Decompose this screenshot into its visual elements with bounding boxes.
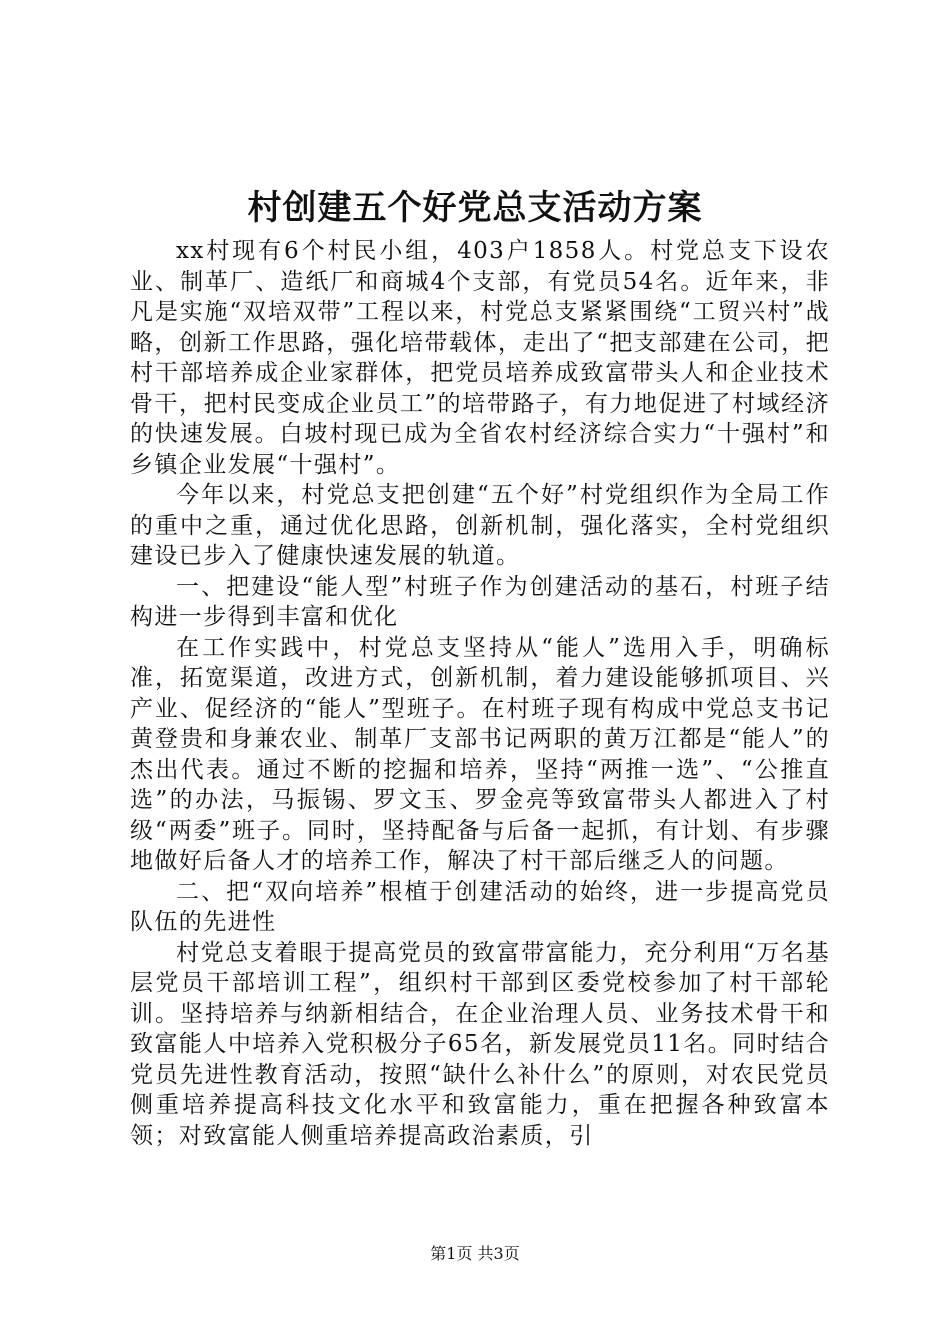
paragraph-intro: xx村现有6个村民小组，403户1858人。村党总支下设农业、制革厂、造纸厂和商城4个支部，有党员54名。近年来，非凡是实施“双培双带”工程以来，村党总支紧紧围绕“工贸兴村”战略，创新工作思路，强化培带载体，走出了“把支部建在公司，把村干部培养成企业家群体，把党员培养成致富带头人和企业技术骨干，把村民变成企业员工”的培带路子，有力地促进了村域经济的快速发展。白坡村现已成为全省农村经济综合实力“十强村”和乡镇企业发展“十强村”。 <box>130 238 830 478</box>
section-heading-2: 二、把“双向培养”根植于创建活动的始终，进一步提高党员队伍的先进性 <box>130 878 830 935</box>
paragraph-overview: 今年以来，村党总支把创建“五个好”村党组织作为全局工作的重中之重，通过优化思路，创新机制，强化落实，全村党组织建设已步入了健康快速发展的轨道。 <box>130 482 830 569</box>
section-heading-1: 一、把建设“能人型”村班子作为创建活动的基石，村班子结构进一步得到丰富和优化 <box>130 573 830 630</box>
document-body <box>130 236 830 1151</box>
paragraph-section-1: 在工作实践中，村党总支坚持从“能人”选用入手，明确标准，拓宽渠道，改进方式，创新机制，着力建设能够抓项目、兴产业、促经济的“能人”型班子。在村班子现有构成中党总支书记黄登贵和身兼农业、制革厂支部书记两职的黄万江都是“能人”的杰出代表。通过不断的挖掘和培养，坚持“两推一选”、“公推直选”的办法，马振锡、罗文玉、罗金亮等致富带头人都进入了村级“两委”班子。同时，坚持配备与后备一起抓，有计划、有步骤地做好后备人才的培养工作，解决了村干部后继乏人的问题。 <box>130 634 830 874</box>
document-title: 村创建五个好党总支活动方案 <box>247 188 703 228</box>
paragraph-section-2: 村党总支着眼于提高党员的致富带富能力，充分利用“万名基层党员干部培训工程”，组织村干部到区委党校参加了村干部轮训。坚持培养与纳新相结合，在企业治理人员、业务技术骨干和致富能人中培养入党积极分子65名，新发展党员11名。同时结合党员先进性教育活动，按照“缺什么补什么”的原则，对农民党员侧重培养提高科技文化水平和致富能力，重在把握各种致富本领；对致富能人侧重培养提高政治素质，引 <box>130 939 830 1149</box>
page-footer: 第1页 共3页 <box>430 1244 520 1263</box>
